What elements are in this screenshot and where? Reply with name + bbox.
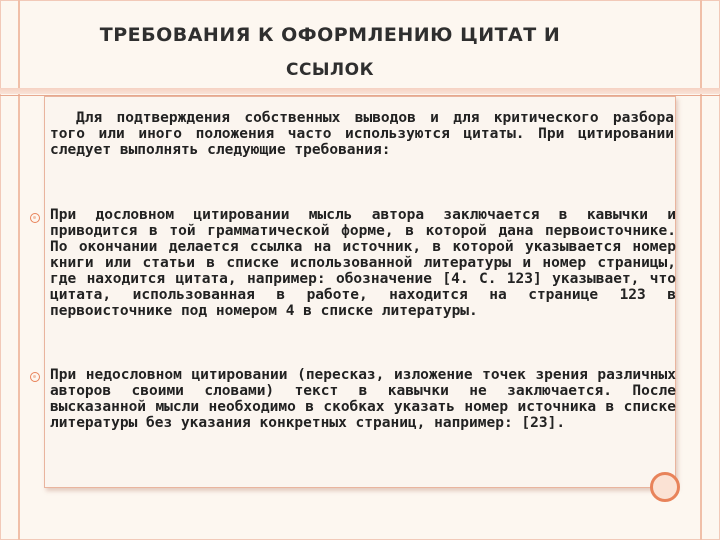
bullet-item-verbatim: При дословном цитировании мысль автора заключается в кавычки и приводится в той грамматической форме, в которой дана первоисточнике. По окончании делается ссылка на источник, в которой указывается номер книги или статьи в списке использованной литературы и номер страницы, где находится цитата, например: обозначение [4. С. 123] указывает, что цитата, использованная в работе, находится на странице 123 в первоисточнике под номером 4 в списке литературы. xyxy=(50,207,676,319)
bullet-item-paraphrase: При недословном цитировании (пересказ, изложение точек зрения различных авторов своими словами) текст в кавычки не заключается. После высказанной мысли необходимо в скобках указать номер источника в списке литературы без указания конкретных страниц, например: [23]. xyxy=(50,367,676,431)
ring-bullet-icon xyxy=(30,372,40,382)
slide-title-line-2: ССЫЛОК xyxy=(285,60,375,80)
slide-title-line-1: ТРЕБОВАНИЯ К ОФОРМЛЕНИЮ ЦИТАТ И xyxy=(99,24,561,46)
intro-paragraph xyxy=(50,110,674,158)
decorative-ring-icon xyxy=(650,472,680,502)
intro-text: Для подтверждения собственных выводов и для критического разбора того или иного положения часто используются цитаты. При цитировании следует выполнять следующие требования: xyxy=(50,110,674,158)
title-underline xyxy=(0,88,720,94)
ring-bullet-icon xyxy=(30,213,40,223)
intro-indent xyxy=(50,110,76,126)
